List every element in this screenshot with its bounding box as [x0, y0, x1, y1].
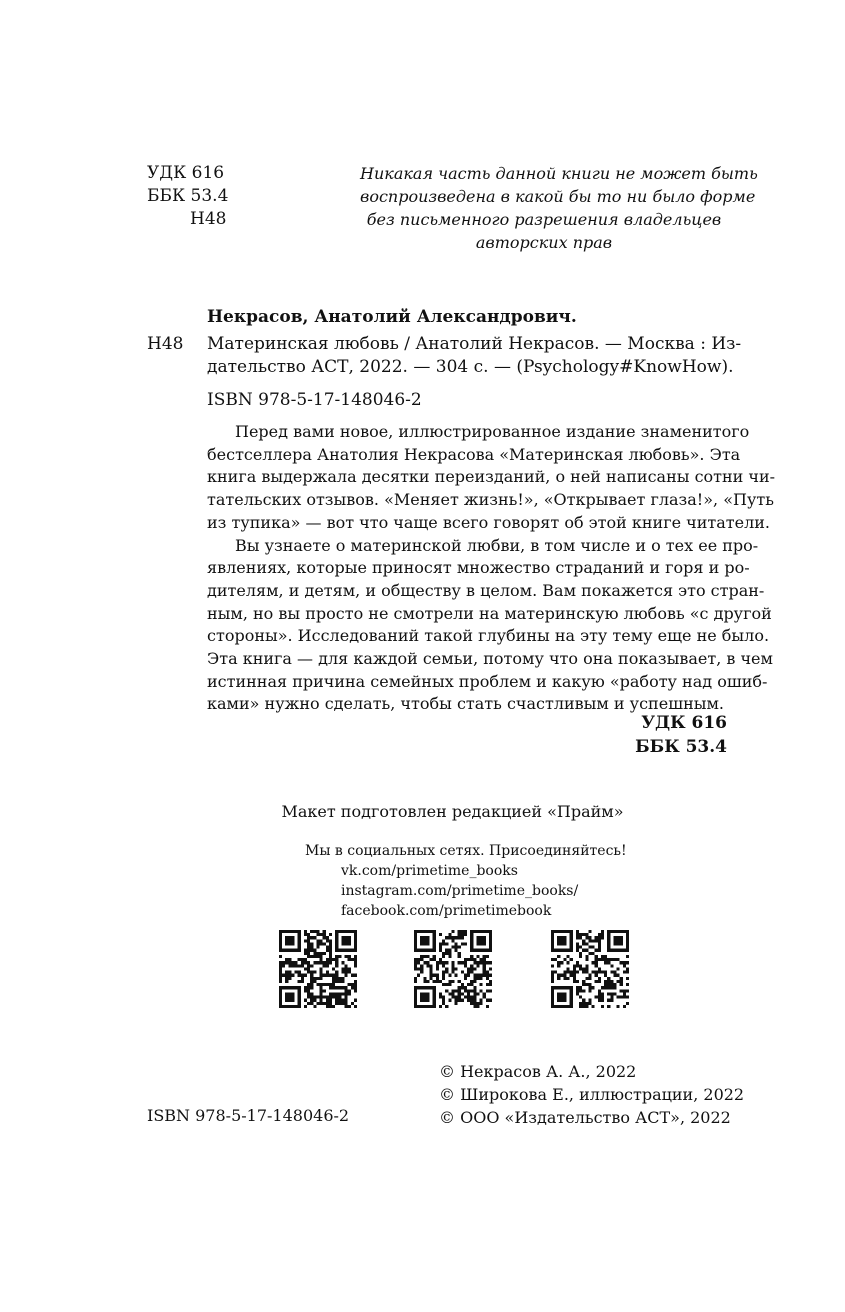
- maket-credit: Макет подготовлен редакцией «Прайм»: [281, 802, 624, 821]
- copyright-line: © Широкова Е., иллюстрации, 2022: [439, 1085, 745, 1104]
- copyright-line: © ООО «Издательство АСТ», 2022: [439, 1108, 731, 1127]
- udk-code: УДК 616: [147, 163, 225, 183]
- annotation: [207, 421, 776, 716]
- annotation-line: ным, но вы просто не смотрели на материнскую любовь «с другой: [207, 603, 772, 623]
- copyright-notice: [360, 162, 758, 254]
- annotation-line: Эта книга — для каждой семьи, потому что она показывает, в чем: [207, 649, 773, 669]
- social-links: [305, 841, 627, 921]
- social-link-instagram[interactable]: instagram.com/primetime_books/: [341, 883, 579, 899]
- social-link-facebook[interactable]: facebook.com/primetimebook: [341, 903, 552, 919]
- social-intro: Мы в социальных сетях. Присоединяйтесь!: [305, 843, 627, 859]
- annotation-line: Вы узнаете о материнской любви, в том числе и о тех ее про-: [235, 535, 759, 555]
- classification-bottom: [635, 711, 727, 759]
- biblio-line: Материнская любовь / Анатолий Некрасов. — Москва : Из-: [207, 334, 742, 354]
- annotation-line: явлениях, которые приносят множество страданий и горя и ро-: [207, 558, 750, 578]
- bibliographic-description: [207, 333, 742, 379]
- isbn-main: ISBN 978-5-17-148046-2: [207, 390, 422, 410]
- annotation-line: книга выдержала десятки переизданий, о ней написаны сотни чи-: [207, 467, 776, 487]
- qr-code-icon: [551, 930, 629, 1008]
- social-link-vk[interactable]: vk.com/primetime_books: [341, 863, 518, 879]
- bibliography-mark: Н48: [147, 334, 184, 354]
- bbk-code-bottom: ББК 53.4: [635, 737, 727, 757]
- copyright-line: © Некрасов А. А., 2022: [439, 1062, 637, 1081]
- isbn-bottom: ISBN 978-5-17-148046-2: [147, 1106, 350, 1125]
- notice-line: без письменного разрешения владельцев: [366, 210, 722, 229]
- annotation-line: бестселлера Анатолия Некрасова «Материнская любовь». Эта: [207, 444, 741, 464]
- author-mark: Н48: [190, 209, 227, 229]
- copyright-block: [439, 1060, 744, 1129]
- udk-code-bottom: УДК 616: [641, 713, 727, 733]
- classification-block: [147, 162, 228, 231]
- annotation-line: дителям, и детям, и обществу в целом. Вам покажется это стран-: [207, 580, 765, 600]
- qr-code-icon: [279, 930, 357, 1008]
- annotation-line: стороны». Исследований такой глубины на эту тему еще не было.: [207, 626, 770, 646]
- bbk-code: ББК 53.4: [147, 186, 229, 206]
- notice-line: Никакая часть данной книги не может быть: [360, 164, 758, 183]
- author-heading: Некрасов, Анатолий Александрович.: [207, 307, 577, 327]
- annotation-line: из тупика» — вот что чаще всего говорят об этой книге читатели.: [207, 512, 770, 532]
- qr-code-icon: [414, 930, 492, 1008]
- annotation-line: ками» нужно сделать, чтобы стать счастливым и успешным.: [207, 694, 724, 714]
- notice-line: авторских прав: [475, 233, 613, 252]
- annotation-line: Перед вами новое, иллюстрированное издание знаменитого: [235, 422, 750, 441]
- annotation-line: истинная причина семейных проблем и какую «работу над ошиб-: [207, 671, 768, 691]
- notice-line: воспроизведена в какой бы то ни было форме: [360, 187, 756, 206]
- annotation-line: тательских отзывов. «Меняет жизнь!», «Открывает глаза!», «Путь: [207, 490, 774, 510]
- biblio-line: дательство АСТ, 2022. — 304 с. — (Psychology#KnowHow).: [207, 357, 734, 377]
